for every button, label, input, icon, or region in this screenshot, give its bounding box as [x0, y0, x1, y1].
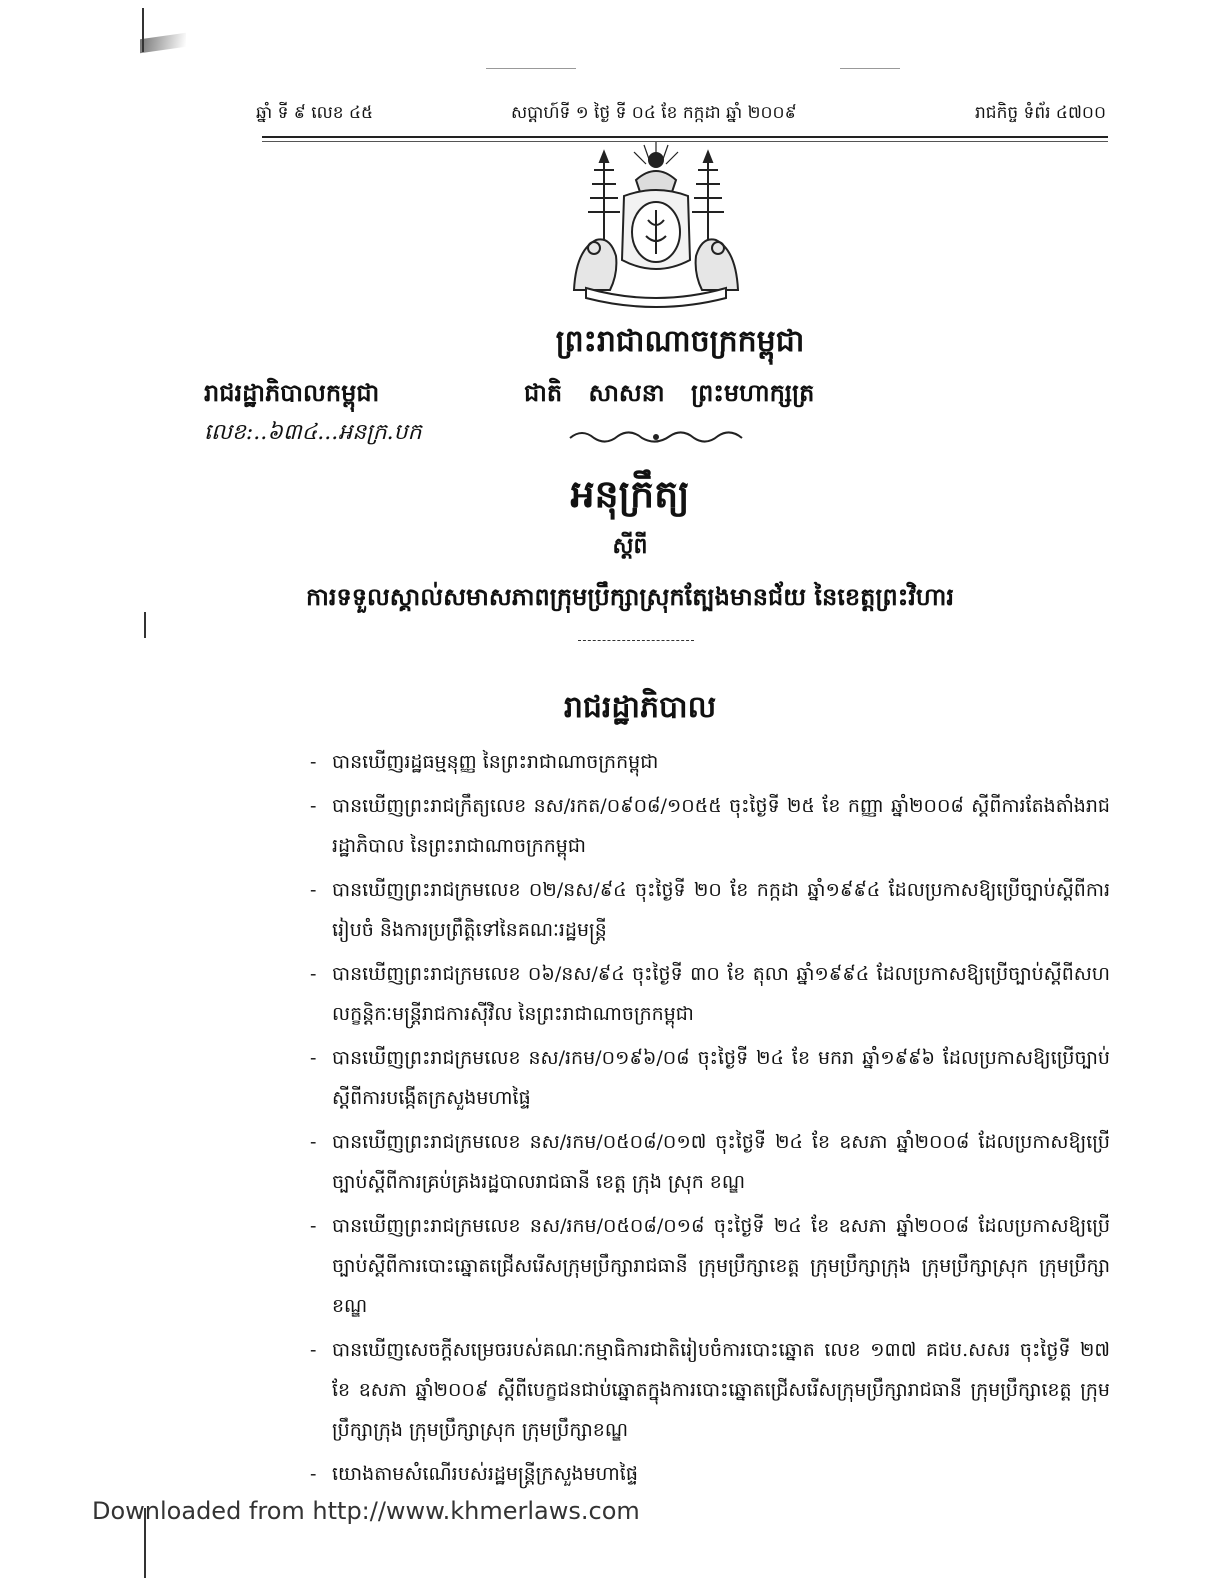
ornament-divider-icon	[566, 426, 746, 446]
header-divider	[262, 136, 1108, 138]
document-type: អនុក្រឹត្យ	[570, 471, 690, 516]
document-about: ស្តីពី	[612, 533, 648, 559]
scan-smudge	[140, 33, 186, 53]
clause: - បានឃើញព្រះរាជក្រមលេខ នស/រកម/០៥០៨/០១៨ ចុះថ្ងៃទី ២៤ ខែ ឧសភា ឆ្នាំ២០០៨ ដែលប្រកាសឱ្យប្រើច្បាប់ស្តីពីការបោះឆ្នោតជ្រើសរើសក្រុមប្រឹក្សារាជធានី ក្រុមប្រឹក្សាខេត្ត ក្រុមប្រឹក្សាក្រុង ក្រុមប្រឹក្សាស្រុក ក្រុមប្រឹក្សាខណ្ឌ	[304, 1206, 1110, 1326]
clause: - បានឃើញព្រះរាជក្រមលេខ ០២/នស/៩៤ ចុះថ្ងៃទី ២០ ខែ កក្កដា ឆ្នាំ១៩៩៤ ដែលប្រកាសឱ្យប្រើច្បាប់ស្តីពីការរៀបចំ និងការប្រព្រឹត្តិទៅនៃគណៈរដ្ឋមន្ត្រី	[304, 870, 1110, 950]
kingdom-title: ព្រះរាជាណាចក្រកម្ពុជា	[555, 324, 805, 359]
clause: - បានឃើញសេចក្តីសម្រេចរបស់គណៈកម្មាធិការជាតិរៀបចំការបោះឆ្នោត លេខ ១៣៧ គជប.សសរ ចុះថ្ងៃទី ២៧ ខែ ឧសភា ឆ្នាំ២០០៩ ស្តីពីបេក្ខជនជាប់ឆ្នោតក្នុងការបោះឆ្នោតជ្រើសរើសក្រុមប្រឹក្សារាជធានី ក្រុមប្រឹក្សាខេត្ត ក្រុមប្រឹក្សាក្រុង ក្រុមប្រឹក្សាស្រុក ក្រុមប្រឹក្សាខណ្ឌ	[304, 1330, 1110, 1450]
royal-coat-of-arms-icon	[566, 140, 746, 308]
download-source-footer: Downloaded from http://www.khmerlaws.com	[92, 1497, 640, 1525]
clause: - យោងតាមសំណើរបស់រដ្ឋមន្ត្រីក្រសួងមហាផ្ទៃ	[304, 1454, 1110, 1494]
scan-noise	[840, 68, 900, 69]
clause: - បានឃើញរដ្ឋធម្មនុញ្ញ នៃព្រះរាជាណាចក្រកម្ពុជា	[304, 742, 1110, 782]
national-motto: ជាតិ សាសនា ព្រះមហាក្សត្រ	[524, 378, 815, 407]
document-subject: ការទទួលស្គាល់សមាសភាពក្រុមប្រឹក្សាស្រុកត្បែងមានជ័យ នៃខេត្តព្រះវិហារ	[306, 582, 954, 611]
clause: - បានឃើញព្រះរាជក្រឹត្យលេខ នស/រកត/០៩០៨/១០៥៥ ចុះថ្ងៃទី ២៥ ខែ កញ្ញា ឆ្នាំ២០០៨ ស្តីពីការតែងតាំងរាជរដ្ឋាភិបាល នៃព្រះរាជាណាចក្រកម្ពុជា	[304, 786, 1110, 866]
gazette-header	[256, 100, 1106, 130]
issuer-name: រាជរដ្ឋាភិបាលកម្ពុជា	[204, 378, 380, 407]
subject-divider	[578, 640, 694, 641]
scan-edge-mark	[144, 612, 146, 638]
document-number: លេខ:..៦៣៤...អនក្រ.បក	[204, 420, 422, 445]
preamble-clauses	[304, 742, 1110, 1498]
clause: - បានឃើញព្រះរាជក្រមលេខ នស/រកម/០១៩៦/០៨ ចុះថ្ងៃទី ២៤ ខែ មករា ឆ្នាំ១៩៩៦ ដែលប្រកាសឱ្យប្រើច្បាប់ស្តីពីការបង្កើតក្រសួងមហាផ្ទៃ	[304, 1038, 1110, 1118]
body-heading: រាជរដ្ឋាភិបាល	[563, 690, 717, 725]
clause: - បានឃើញព្រះរាជក្រមលេខ នស/រកម/០៥០៨/០១៧ ចុះថ្ងៃទី ២៤ ខែ ឧសភា ឆ្នាំ២០០៨ ដែលប្រកាសឱ្យប្រើច្បាប់ស្តីពីការគ្រប់គ្រងរដ្ឋបាលរាជធានី ខេត្ត ក្រុង ស្រុក ខណ្ឌ	[304, 1122, 1110, 1202]
scan-noise	[486, 68, 576, 69]
gazette-date: សប្តាហ៍ទី ១ ថ្ងៃ ទី ០៤ ខែ កក្កដា ឆ្នាំ ២០០៩	[511, 103, 797, 123]
scan-edge-mark	[142, 8, 144, 52]
gazette-page: រាជកិច្ច ទំព័រ ៤៧០០	[974, 103, 1106, 123]
clause: - បានឃើញព្រះរាជក្រមលេខ ០៦/នស/៩៤ ចុះថ្ងៃទី ៣០ ខែ តុលា ឆ្នាំ១៩៩៤ ដែលប្រកាសឱ្យប្រើច្បាប់ស្តីពីសហលក្ខន្តិកៈមន្ត្រីរាជការស៊ីវិល នៃព្រះរាជាណាចក្រកម្ពុជា	[304, 954, 1110, 1034]
gazette-issue: ឆ្នាំ ទី ៩ លេខ ៤៥	[256, 103, 374, 123]
